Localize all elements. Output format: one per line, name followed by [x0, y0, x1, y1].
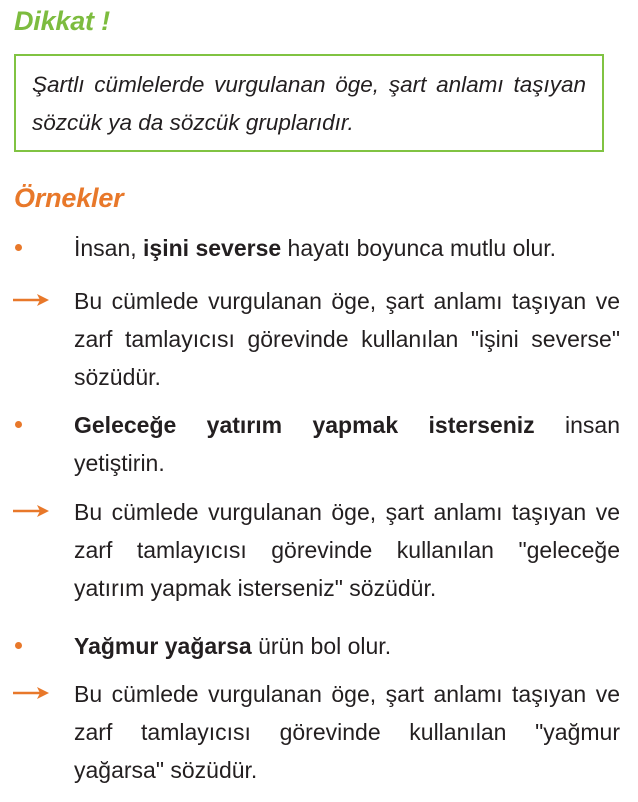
dikkat-note-box	[14, 54, 604, 152]
example-1-after: hayatı boyunca mutlu olur.	[281, 235, 557, 261]
example-2-emphasis: Geleceğe yatırım yapmak isterseniz	[74, 412, 535, 438]
dikkat-heading: Dikkat !	[14, 6, 110, 36]
example-3-sentence	[74, 627, 620, 665]
example-2-after: insan yetiştirin.	[74, 412, 621, 476]
example-3-emphasis: Yağmur yağarsa	[74, 633, 252, 659]
dikkat-note-text: Şartlı cümlelerde vurgulanan öge, şart anlamı taşıyan sözcük ya da sözcük gruplarıdır.	[32, 72, 586, 135]
example-1-before: İnsan,	[74, 235, 144, 261]
example-1-sentence	[74, 229, 620, 267]
example-1-emphasis: işini severse	[143, 235, 282, 261]
explanation-1-text: Bu cümlede vurgulanan öge, şart anlamı taşıyan ve zarf tamlayıcısı görevinde kullanılan "işini severse" sözüdür.	[74, 288, 620, 390]
ornekler-heading: Örnekler	[14, 183, 124, 213]
explanation-3-text: Bu cümlede vurgulanan öge, şart anlamı taşıyan ve zarf tamlayıcısı görevinde kullanılan "yağmur yağarsa" sözüdür.	[74, 681, 620, 783]
explanation-2-text: Bu cümlede vurgulanan öge, şart anlamı taşıyan ve zarf tamlayıcısı görevinde kullanılan "geleceğe yatırım yapmak isterseniz" sözüdür.	[74, 499, 620, 601]
example-2-sentence	[74, 406, 620, 482]
example-3-after: ürün bol olur.	[251, 633, 392, 659]
